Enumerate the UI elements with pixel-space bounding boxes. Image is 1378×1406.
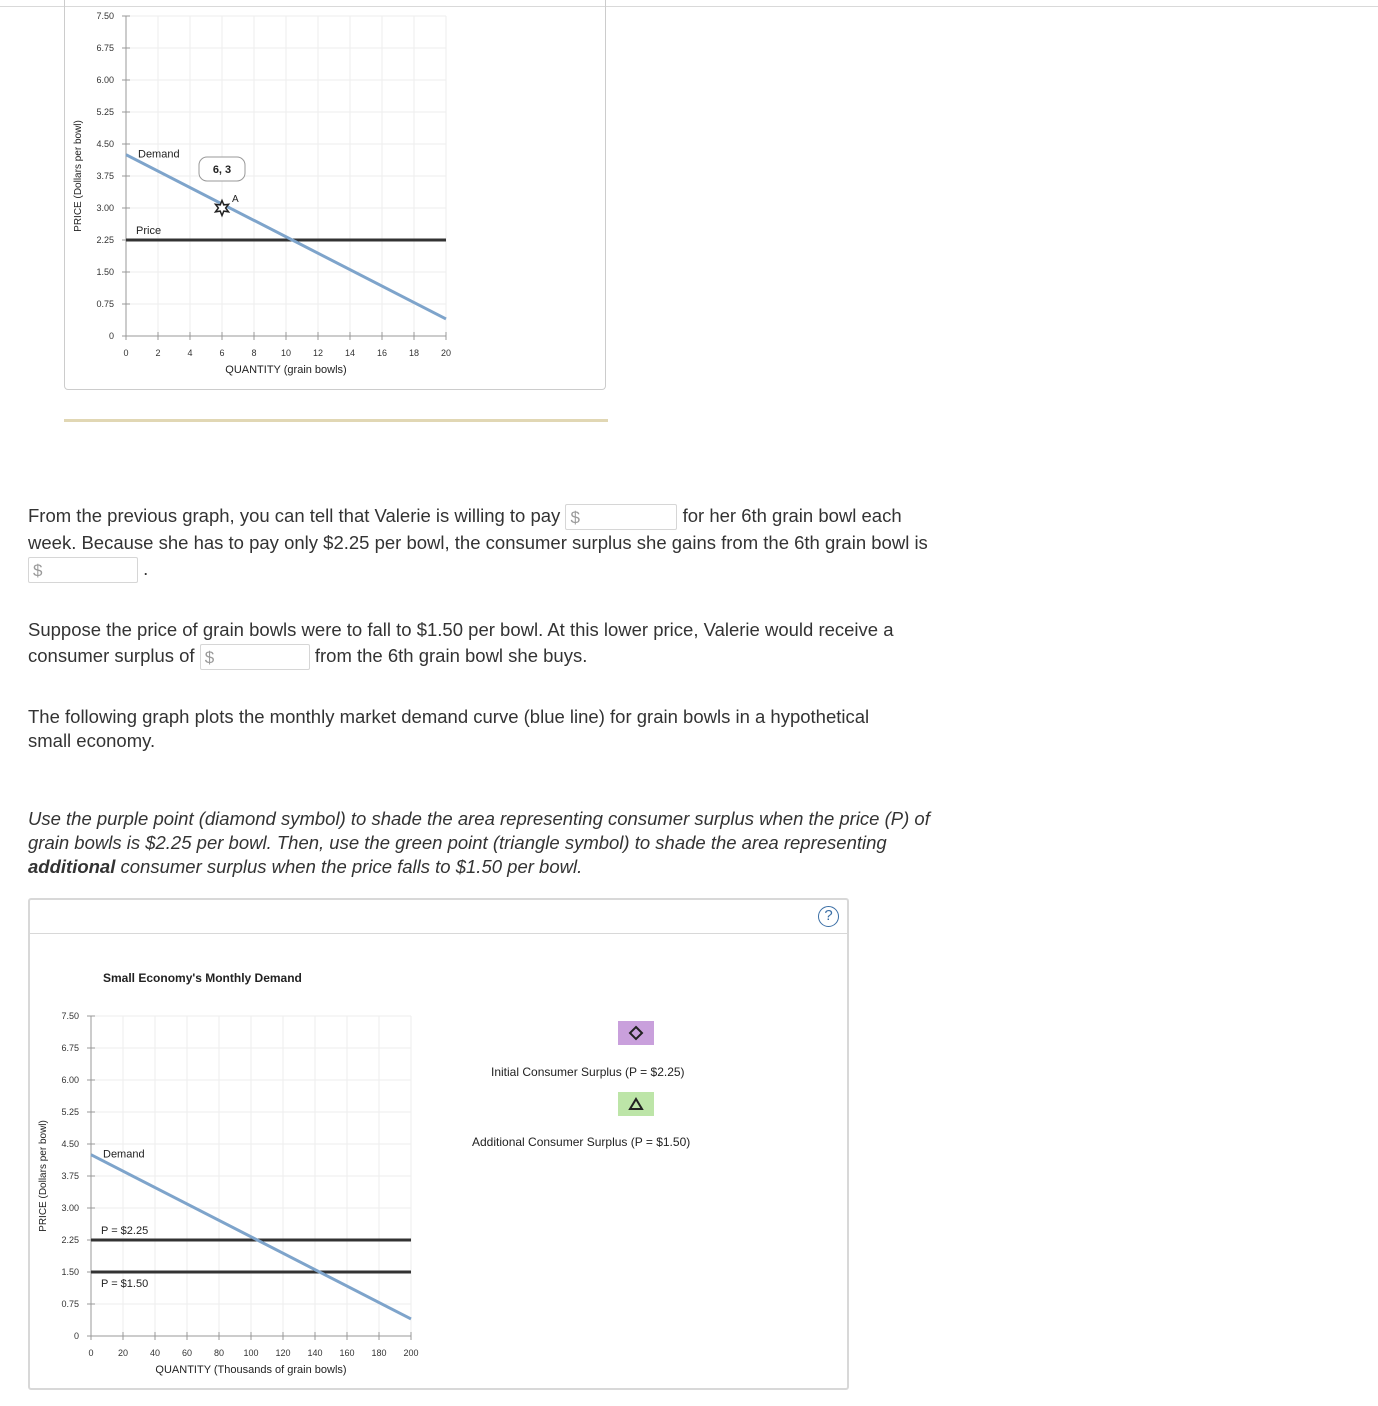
y-tick-label: 0: [108, 331, 114, 341]
x-tick-label: 180: [371, 1348, 387, 1358]
y-tick-label: 6.00: [96, 75, 114, 85]
y-tick-label: 6.75: [61, 1043, 79, 1053]
willing-to-pay-input[interactable]: $: [565, 504, 677, 530]
diamond-icon: [618, 1021, 654, 1045]
y-tick-label: 0.75: [61, 1299, 79, 1309]
point-a-tooltip-text: 6, 3: [212, 164, 232, 176]
p3-text: The following graph plots the monthly market demand curve (blue line) for grain bowls in a hypothetical small economy.: [28, 706, 870, 751]
y-tick-label: 5.25: [61, 1107, 79, 1117]
graph2-panel: [28, 898, 849, 1390]
green-triangle-tool[interactable]: [618, 1092, 654, 1116]
y-tick-label: 1.50: [61, 1267, 79, 1277]
instructions-bold: additional: [28, 856, 116, 877]
y-tick-label: 7.50: [96, 11, 114, 21]
x-tick-label: 16: [376, 348, 388, 358]
instructions-text-a: Use the purple point (diamond symbol) to shade the area representing consumer surplus when the price (P) of grain bowls is $2.25 per bowl. Then, use the green point (triangle symbol) to shade the area representing: [28, 808, 930, 853]
purple-diamond-tool[interactable]: [618, 1021, 654, 1045]
x-tick-label: 60: [181, 1348, 193, 1358]
section-divider: [64, 419, 608, 422]
help-icon[interactable]: ?: [818, 906, 839, 927]
p2-text-b: from the 6th grain bowl she buys.: [314, 645, 588, 666]
y-tick-label: 2.25: [61, 1235, 79, 1245]
x-tick-label: 10: [280, 348, 292, 358]
question-paragraph-1: [28, 503, 948, 583]
x-tick-label: 14: [344, 348, 356, 358]
x-tick-label: 80: [213, 1348, 225, 1358]
y-tick-label: 0: [73, 1331, 79, 1341]
demand-label: Demand: [138, 148, 180, 161]
x-tick-label: 100: [243, 1348, 259, 1358]
legend-additional-label: Additional Consumer Surplus (P = $1.50): [472, 1135, 691, 1149]
x-tick-label: 200: [403, 1348, 419, 1358]
lower-price-surplus-input[interactable]: $: [200, 644, 310, 670]
x-axis-label: QUANTITY (grain bowls): [225, 364, 347, 376]
y-axis-label: PRICE (Dollars per bowl): [38, 1120, 49, 1232]
y-tick-label: 6.00: [61, 1075, 79, 1085]
y-tick-label: 1.50: [96, 267, 114, 277]
price-label: Price: [136, 225, 162, 237]
x-tick-label: 2: [155, 348, 161, 358]
price-150-label: P = $1.50: [101, 1278, 149, 1290]
x-tick-label: 160: [339, 1348, 355, 1358]
x-tick-label: 40: [149, 1348, 161, 1358]
y-tick-label: 4.50: [96, 139, 114, 149]
y-tick-label: 5.25: [96, 107, 114, 117]
triangle-icon: [618, 1092, 654, 1116]
x-tick-label: 0: [88, 1348, 94, 1358]
graph1-chart[interactable]: [65, 0, 607, 390]
y-tick-label: 3.75: [96, 171, 114, 181]
x-tick-label: 18: [408, 348, 420, 358]
x-tick-label: 140: [307, 1348, 323, 1358]
legend-initial-label: Initial Consumer Surplus (P = $2.25): [491, 1065, 685, 1079]
instructions-text-b: consumer surplus when the price falls to $1.50 per bowl.: [120, 856, 583, 877]
y-tick-label: 3.00: [61, 1203, 79, 1213]
price-225-label: P = $2.25: [101, 1225, 149, 1237]
x-tick-label: 6: [219, 348, 225, 358]
point-a-label: A: [232, 194, 239, 205]
x-tick-label: 4: [187, 348, 193, 358]
instructions-paragraph: [28, 807, 948, 879]
demand-label: Demand: [103, 1148, 145, 1161]
y-tick-label: 4.50: [61, 1139, 79, 1149]
x-tick-label: 20: [117, 1348, 129, 1358]
p1-text-a: From the previous graph, you can tell that Valerie is willing to pay: [28, 505, 561, 526]
y-axis-label: PRICE (Dollars per bowl): [73, 120, 84, 232]
x-tick-label: 12: [312, 348, 324, 358]
consumer-surplus-input[interactable]: $: [28, 557, 138, 583]
x-axis-label: QUANTITY (Thousands of grain bowls): [155, 1364, 347, 1376]
x-tick-label: 0: [123, 348, 129, 358]
p1-text-b: for her 6th grain bowl each week. Because she has to pay only $2.25 per bowl, the consumer surplus she gains from the 6th grain bowl is: [28, 505, 928, 554]
y-tick-label: 0.75: [96, 299, 114, 309]
p2-text-a: Suppose the price of grain bowls were to fall to $1.50 per bowl. At this lower price, Valerie would receive a consumer surplus of: [28, 619, 894, 666]
y-tick-label: 2.25: [96, 235, 114, 245]
y-tick-label: 6.75: [96, 43, 114, 53]
chart-title: Small Economy's Monthly Demand: [103, 971, 302, 985]
y-tick-label: 3.75: [61, 1171, 79, 1181]
x-tick-label: 120: [275, 1348, 291, 1358]
question-paragraph-2: [28, 617, 948, 670]
graph-intro-paragraph: [28, 705, 888, 753]
x-tick-label: 20: [440, 348, 452, 358]
y-tick-label: 3.00: [96, 203, 114, 213]
p1-text-c: .: [143, 558, 149, 580]
graph1-panel: [64, 0, 606, 390]
x-tick-label: 8: [251, 348, 257, 358]
graph2-chart[interactable]: [30, 900, 847, 1388]
y-tick-label: 7.50: [61, 1011, 79, 1021]
